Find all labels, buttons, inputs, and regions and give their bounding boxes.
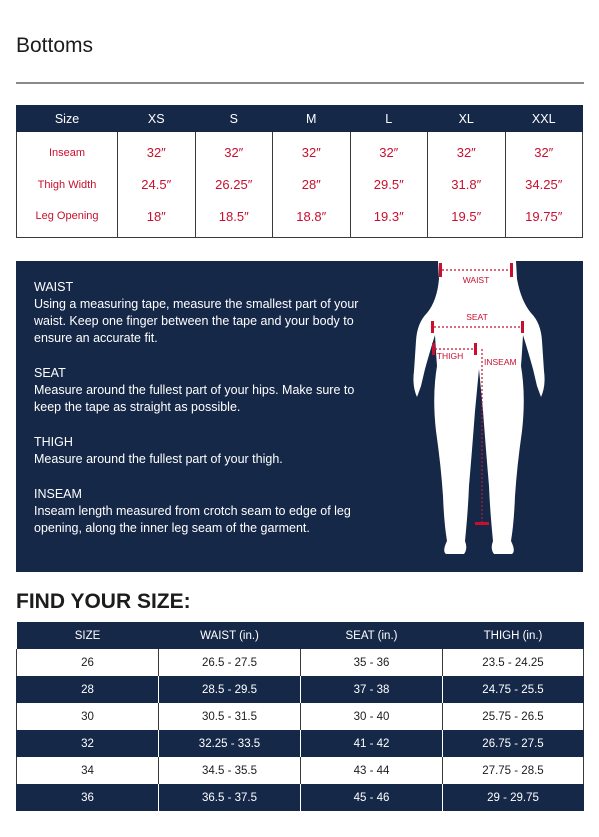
guide-section-inseam xyxy=(34,486,379,537)
table-cell: 34.5 - 35.5 xyxy=(159,757,301,784)
table-cell: 32 xyxy=(17,730,159,757)
size-chart-row-thigh-width xyxy=(17,167,583,202)
waist-marker-left xyxy=(439,263,442,277)
size-chart-cell: 28″ xyxy=(273,167,351,202)
row-label: Thigh Width xyxy=(17,167,118,202)
table-cell: 30 xyxy=(17,703,159,730)
table-cell: 23.5 - 24.25 xyxy=(443,649,584,676)
seat-label: SEAT xyxy=(466,312,488,322)
table-cell: 28.5 - 29.5 xyxy=(159,676,301,703)
size-chart-cell: 32″ xyxy=(505,132,583,167)
find-size-header-size: SIZE xyxy=(17,622,159,649)
guide-heading: SEAT xyxy=(34,366,66,380)
guide-heading: INSEAM xyxy=(34,487,82,501)
inseam-label: INSEAM xyxy=(484,357,517,367)
table-row xyxy=(17,676,584,703)
row-label: Inseam xyxy=(17,132,118,167)
table-cell: 30.5 - 31.5 xyxy=(159,703,301,730)
table-row xyxy=(17,757,584,784)
guide-section-waist xyxy=(34,279,379,347)
size-chart-cell: 26.25″ xyxy=(195,167,273,202)
size-chart-header-l: L xyxy=(350,105,428,132)
table-row xyxy=(17,784,584,811)
size-chart-cell: 34.25″ xyxy=(505,167,583,202)
table-row xyxy=(17,730,584,757)
find-size-header-thigh: THIGH (in.) xyxy=(443,622,584,649)
thigh-marker-right xyxy=(474,343,477,355)
find-size-header-waist: WAIST (in.) xyxy=(159,622,301,649)
body-measurement-figure-icon xyxy=(376,261,583,572)
inseam-marker-bottom xyxy=(475,522,489,525)
guide-section-seat xyxy=(34,365,379,416)
table-row xyxy=(17,649,584,676)
table-cell: 24.75 - 25.5 xyxy=(443,676,584,703)
waist-marker-right xyxy=(510,263,513,277)
find-your-size-table xyxy=(16,622,584,811)
measuring-instructions xyxy=(34,279,379,555)
measuring-guide-panel xyxy=(16,261,583,572)
size-chart-cell: 18″ xyxy=(118,202,196,237)
row-label: Leg Opening xyxy=(17,202,118,237)
size-chart-header-s: S xyxy=(195,105,273,132)
table-cell: 45 - 46 xyxy=(301,784,443,811)
waist-label: WAIST xyxy=(462,275,490,285)
table-cell: 37 - 38 xyxy=(301,676,443,703)
table-cell: 43 - 44 xyxy=(301,757,443,784)
size-chart-header-m: M xyxy=(273,105,351,132)
size-chart-row-leg-opening xyxy=(17,202,583,237)
guide-heading: WAIST xyxy=(34,280,74,294)
guide-body: Measure around the fullest part of your hips. Make sure to keep the tape as straight as possible. xyxy=(34,383,355,414)
size-chart-header-xs: XS xyxy=(118,105,196,132)
guide-section-thigh xyxy=(34,434,379,468)
size-chart-cell: 24.5″ xyxy=(118,167,196,202)
table-cell: 35 - 36 xyxy=(301,649,443,676)
find-size-header-row xyxy=(17,622,584,649)
find-your-size-title: FIND YOUR SIZE: xyxy=(16,590,191,613)
size-chart-cell: 19.3″ xyxy=(350,202,428,237)
guide-body: Measure around the fullest part of your thigh. xyxy=(34,452,283,466)
table-cell: 34 xyxy=(17,757,159,784)
size-chart-cell: 32″ xyxy=(350,132,428,167)
guide-body: Using a measuring tape, measure the smallest part of your waist. Keep one finger between the tape and your body to ensure an accurate fit. xyxy=(34,297,359,345)
page-title: Bottoms xyxy=(16,34,94,57)
table-cell: 32.25 - 33.5 xyxy=(159,730,301,757)
table-cell: 30 - 40 xyxy=(301,703,443,730)
find-size-header-seat: SEAT (in.) xyxy=(301,622,443,649)
table-cell: 41 - 42 xyxy=(301,730,443,757)
table-cell: 26.5 - 27.5 xyxy=(159,649,301,676)
table-row xyxy=(17,703,584,730)
size-chart-cell: 29.5″ xyxy=(350,167,428,202)
table-cell: 26.75 - 27.5 xyxy=(443,730,584,757)
size-chart-table xyxy=(16,105,583,238)
size-chart-cell: 19.5″ xyxy=(428,202,506,237)
body-silhouette xyxy=(413,261,544,554)
table-cell: 36.5 - 37.5 xyxy=(159,784,301,811)
table-cell: 28 xyxy=(17,676,159,703)
size-chart-cell: 32″ xyxy=(195,132,273,167)
thigh-marker-left xyxy=(432,343,435,355)
size-chart-header-xl: XL xyxy=(428,105,506,132)
title-divider xyxy=(16,82,584,84)
size-chart-row-inseam xyxy=(17,132,583,167)
table-cell: 29 - 29.75 xyxy=(443,784,584,811)
guide-body: Inseam length measured from crotch seam to edge of leg opening, along the inner leg seam of the garment. xyxy=(34,504,351,535)
size-chart-cell: 32″ xyxy=(428,132,506,167)
size-chart-header-row xyxy=(17,105,583,132)
thigh-label: THIGH xyxy=(436,351,464,361)
table-cell: 25.75 - 26.5 xyxy=(443,703,584,730)
size-chart-cell: 18.8″ xyxy=(273,202,351,237)
size-chart-cell: 32″ xyxy=(273,132,351,167)
size-chart-cell: 18.5″ xyxy=(195,202,273,237)
size-chart-cell: 31.8″ xyxy=(428,167,506,202)
size-chart-header-xxl: XXL xyxy=(505,105,583,132)
seat-marker-left xyxy=(431,321,434,333)
table-cell: 36 xyxy=(17,784,159,811)
size-chart-header-size: Size xyxy=(17,105,118,132)
table-cell: 27.75 - 28.5 xyxy=(443,757,584,784)
seat-marker-right xyxy=(521,321,524,333)
table-cell: 26 xyxy=(17,649,159,676)
guide-heading: THIGH xyxy=(34,435,73,449)
size-chart-cell: 19.75″ xyxy=(505,202,583,237)
size-chart-cell: 32″ xyxy=(118,132,196,167)
